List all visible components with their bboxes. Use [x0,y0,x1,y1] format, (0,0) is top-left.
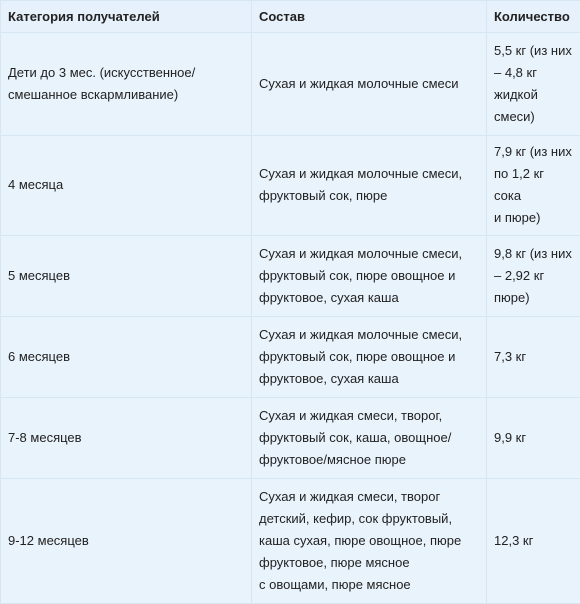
cell-text-line: смешанное вскармливание) [8,84,245,106]
cell-quantity [487,398,580,479]
table-row [1,236,580,317]
cell-text-line: Сухая и жидкая молочные смеси, [259,324,480,346]
cell-text-line: 9,9 кг [494,427,574,449]
header-composition: Состав [252,1,487,33]
table-row [1,136,580,236]
cell-text-line: Дети до 3 мес. (искусственное/ [8,62,245,84]
cell-text-line: фруктовое/мясное пюре [259,449,480,471]
cell-quantity [487,479,580,604]
cell-composition [252,398,487,479]
cell-category [1,33,252,136]
cell-composition [252,317,487,398]
cell-text-line: 12,3 кг [494,530,574,552]
cell-text-line: 6 месяцев [8,346,245,368]
cell-text-line: 9,8 кг (из них [494,243,574,265]
cell-text-line: пюре) [494,287,574,309]
cell-quantity [487,317,580,398]
cell-text-line: фруктовый сок, пюре овощное и [259,265,480,287]
cell-category [1,479,252,604]
cell-text-line: 7,3 кг [494,346,574,368]
table-row [1,33,580,136]
cell-text-line: фруктовый сок, пюре [259,185,480,207]
cell-category [1,236,252,317]
cell-text-line: с овощами, пюре мясное [259,574,480,596]
cell-text-line: 7,9 кг (из них [494,141,574,163]
table-row [1,398,580,479]
cell-quantity [487,136,580,236]
cell-composition [252,479,487,604]
cell-text-line: и пюре) [494,207,574,229]
cell-text-line: 7-8 месяцев [8,427,245,449]
cell-text-line: 4 месяца [8,174,245,196]
header-category: Категория получателей [1,1,252,33]
cell-text-line: смеси) [494,106,574,128]
cell-text-line: 9-12 месяцев [8,530,245,552]
cell-category [1,317,252,398]
cell-composition [252,33,487,136]
cell-category [1,136,252,236]
cell-composition [252,236,487,317]
header-quantity: Количество [487,1,580,33]
cell-text-line: Сухая и жидкая смеси, творог, [259,405,480,427]
cell-text-line: фруктовое, пюре мясное [259,552,480,574]
cell-text-line: Сухая и жидкая смеси, творог [259,486,480,508]
cell-quantity [487,33,580,136]
cell-category [1,398,252,479]
cell-text-line: 5,5 кг (из них [494,40,574,62]
cell-text-line: по 1,2 кг сока [494,163,574,207]
cell-quantity [487,236,580,317]
cell-text-line: – 2,92 кг [494,265,574,287]
cell-composition [252,136,487,236]
cell-text-line: Сухая и жидкая молочные смеси [259,73,480,95]
table-row [1,479,580,604]
cell-text-line: Сухая и жидкая молочные смеси, [259,163,480,185]
cell-text-line: фруктовый сок, каша, овощное/ [259,427,480,449]
cell-text-line: фруктовый сок, пюре овощное и [259,346,480,368]
cell-text-line: детский, кефир, сок фруктовый, [259,508,480,530]
cell-text-line: – 4,8 кг [494,62,574,84]
cell-text-line: 5 месяцев [8,265,245,287]
cell-text-line: жидкой [494,84,574,106]
header-row [1,1,580,33]
cell-text-line: Сухая и жидкая молочные смеси, [259,243,480,265]
cell-text-line: фруктовое, сухая каша [259,287,480,309]
table-row [1,317,580,398]
cell-text-line: фруктовое, сухая каша [259,368,480,390]
cell-text-line: каша сухая, пюре овощное, пюре [259,530,480,552]
